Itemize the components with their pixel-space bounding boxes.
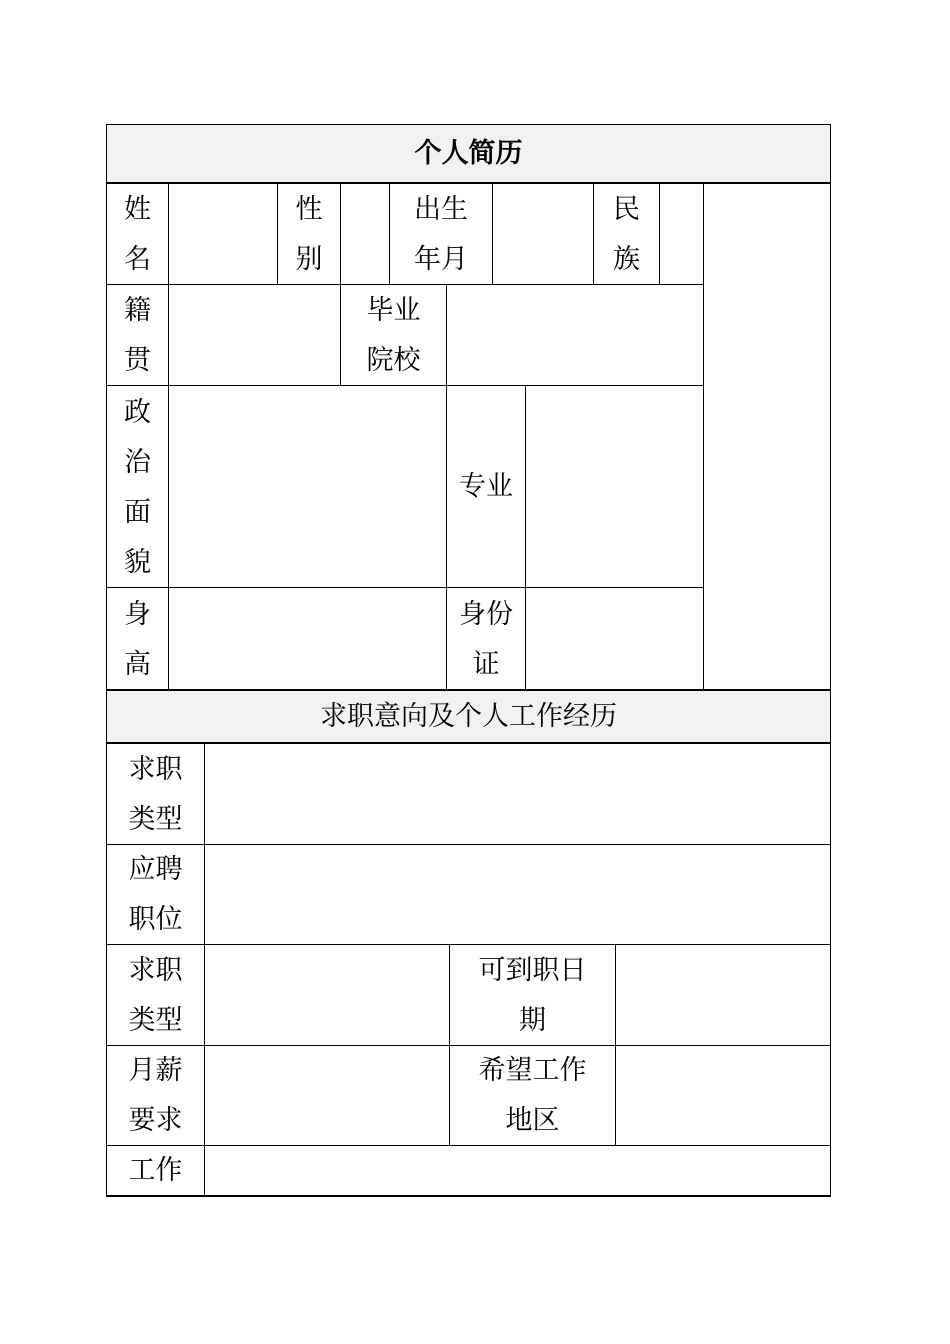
v-divider [525, 386, 526, 690]
label-salary: 月薪 要求 [128, 1055, 183, 1136]
label-height: 身 高 [124, 599, 151, 680]
row6-bottom-rule [107, 844, 831, 845]
label-work: 工作 [128, 1155, 183, 1186]
label-name: 姓 名 [124, 194, 151, 275]
section2-bottom-rule [107, 742, 831, 744]
label-position: 应聘 职位 [128, 854, 183, 935]
v-divider [492, 183, 493, 285]
border-right [830, 124, 831, 1197]
label-hometown: 籍 贯 [124, 295, 151, 376]
label-job-type: 求职 类型 [128, 754, 183, 835]
label-work-area: 希望工作 地区 [478, 1055, 587, 1136]
v-divider [204, 743, 205, 1196]
v-divider [703, 183, 704, 690]
label-ethnicity: 民 族 [613, 194, 640, 275]
border-bottom [107, 1195, 831, 1197]
label-school: 毕业 院校 [366, 295, 421, 376]
v-divider [168, 183, 169, 690]
row3-bottom-rule [107, 587, 704, 588]
label-id-card: 身份 证 [459, 599, 513, 680]
v-divider [659, 183, 660, 285]
label-available-date: 可到职日 期 [478, 955, 587, 1036]
section2-title: 求职意向及个人工作经历 [320, 701, 617, 732]
page-title: 个人简历 [414, 138, 523, 169]
label-job-type-2: 求职 类型 [128, 955, 183, 1036]
label-gender: 性 别 [295, 194, 323, 275]
v-divider [615, 945, 616, 1146]
label-political-status: 政 治 面 貌 [124, 397, 151, 578]
row7-bottom-rule [107, 944, 831, 945]
label-birth: 出生 年月 [414, 194, 468, 275]
label-major: 专业 [459, 471, 513, 502]
